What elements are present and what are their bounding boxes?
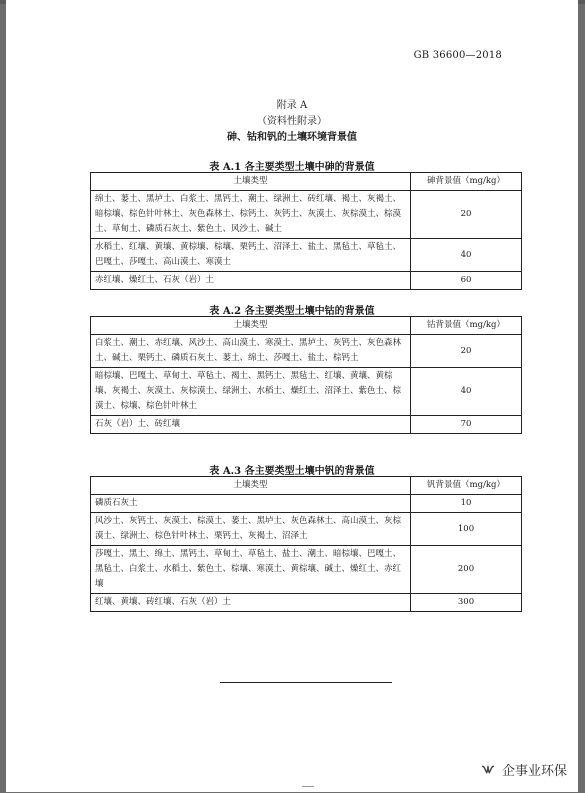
table-row	[91, 416, 522, 434]
standard-number: GB 36600—2018	[413, 50, 502, 61]
background-value-cell: 100	[411, 513, 522, 546]
table-header-row	[91, 317, 522, 335]
column-header-value: 砷背景值（mg/kg）	[411, 173, 522, 191]
soil-type-cell: 磷质石灰土	[91, 495, 411, 513]
background-value-cell: 40	[411, 239, 522, 272]
column-header-value: 钒背景值（mg/kg）	[411, 477, 522, 495]
column-header-soil-type: 土壤类型	[91, 477, 411, 495]
background-value-cell: 300	[411, 594, 522, 612]
table-row	[91, 335, 522, 368]
soil-type-cell: 白浆土、潮土、赤红壤、风沙土、高山漠土、寒漠土、黑垆土、灰钙土、灰色森林土、碱土、栗钙土、磷质石灰土、蒌土、绵土、莎嘎土、盐土、棕钙土	[91, 335, 411, 368]
table-caption: 表 A.3 各主要类型土壤中钒的背景值	[209, 466, 375, 477]
background-value-cell: 20	[411, 191, 522, 239]
table-header-row	[91, 173, 522, 191]
table-row	[91, 513, 522, 546]
table-caption: 表 A.1 各主要类型土壤中砷的背景值	[209, 162, 375, 173]
watermark-text: 企事业环保	[501, 764, 567, 779]
background-value-cell: 10	[411, 495, 522, 513]
appendix-title: 附录 A	[276, 100, 308, 111]
vanadium-table	[90, 476, 522, 612]
soil-type-cell: 石灰（岩）土、砖红壤	[91, 416, 411, 434]
column-header-soil-type: 土壤类型	[91, 173, 411, 191]
soil-type-cell: 绵土、蒌土、黑垆土、白浆土、黑钙土、潮土、绿洲土、砖红壤、褐土、灰褐土、暗棕壤、棕色针叶林土、灰色森林土、棕钙土、灰钙土、灰漠土、灰棕漠土、棕漠土、草甸土、磷质石灰土、紫色土、风沙土、碱土	[91, 191, 411, 239]
soil-type-cell: 红壤、黄壤、砖红壤、石灰（岩）土	[91, 594, 411, 612]
table-row	[91, 495, 522, 513]
table-row	[91, 272, 522, 290]
table-caption: 表 A.2 各主要类型土壤中钴的背景值	[209, 306, 375, 317]
background-value-cell: 60	[411, 272, 522, 290]
arsenic-table	[90, 172, 522, 290]
table-row	[91, 239, 522, 272]
table-header-row	[91, 477, 522, 495]
background-value-cell: 70	[411, 416, 522, 434]
table-row	[91, 546, 522, 594]
background-value-cell: 200	[411, 546, 522, 594]
soil-type-cell: 赤红壤、燥红土、石灰（岩）土	[91, 272, 411, 290]
background-value-cell: 40	[411, 368, 522, 416]
wechat-channel-icon	[479, 761, 497, 779]
appendix-heading: 砷、钴和钒的土壤环境背景值	[227, 132, 357, 143]
column-header-value: 钴背景值（mg/kg）	[411, 317, 522, 335]
table-row	[91, 191, 522, 239]
soil-type-cell: 水稻土、红壤、黄壤、黄棕壤、棕壤、栗钙土、沼泽土、盐土、黑毡土、草毡土、巴嘎土、莎嘎土、高山漠土、寒漠土	[91, 239, 411, 272]
table-row	[91, 594, 522, 612]
document-page	[6, 0, 578, 792]
soil-type-cell: 暗棕壤、巴嘎土、草甸土、草毡土、褐土、黑钙土、黑毡土、红壤、黄壤、黄棕壤、灰褐土、灰漠土、灰棕漠土、绿洲土、水稻土、燥红土、沼泽土、紫色土、棕漠土、棕壤、棕色针叶林土	[91, 368, 411, 416]
column-header-soil-type: 土壤类型	[91, 317, 411, 335]
watermark	[479, 760, 567, 779]
appendix-subtitle: （资料性附录）	[257, 116, 327, 127]
background-value-cell: 20	[411, 335, 522, 368]
cobalt-table	[90, 316, 522, 434]
soil-type-cell: 风沙土、灰钙土、灰漠土、棕漠土、蒌土、黑垆土、灰色森林土、高山漠土、灰棕漠土、绿洲土、棕色针叶林土、栗钙土、灰褐土、沼泽土	[91, 513, 411, 546]
soil-type-cell: 莎嘎土、黑土、绵土、黑钙土、草甸土、草毡土、盐土、潮土、暗棕壤、巴嘎土、黑毡土、白浆土、水稻土、紫色土、棕壤、寒漠土、黄棕壤、碱土、燥红土、赤红壤	[91, 546, 411, 594]
table-row	[91, 368, 522, 416]
end-of-document-rule	[220, 682, 392, 683]
